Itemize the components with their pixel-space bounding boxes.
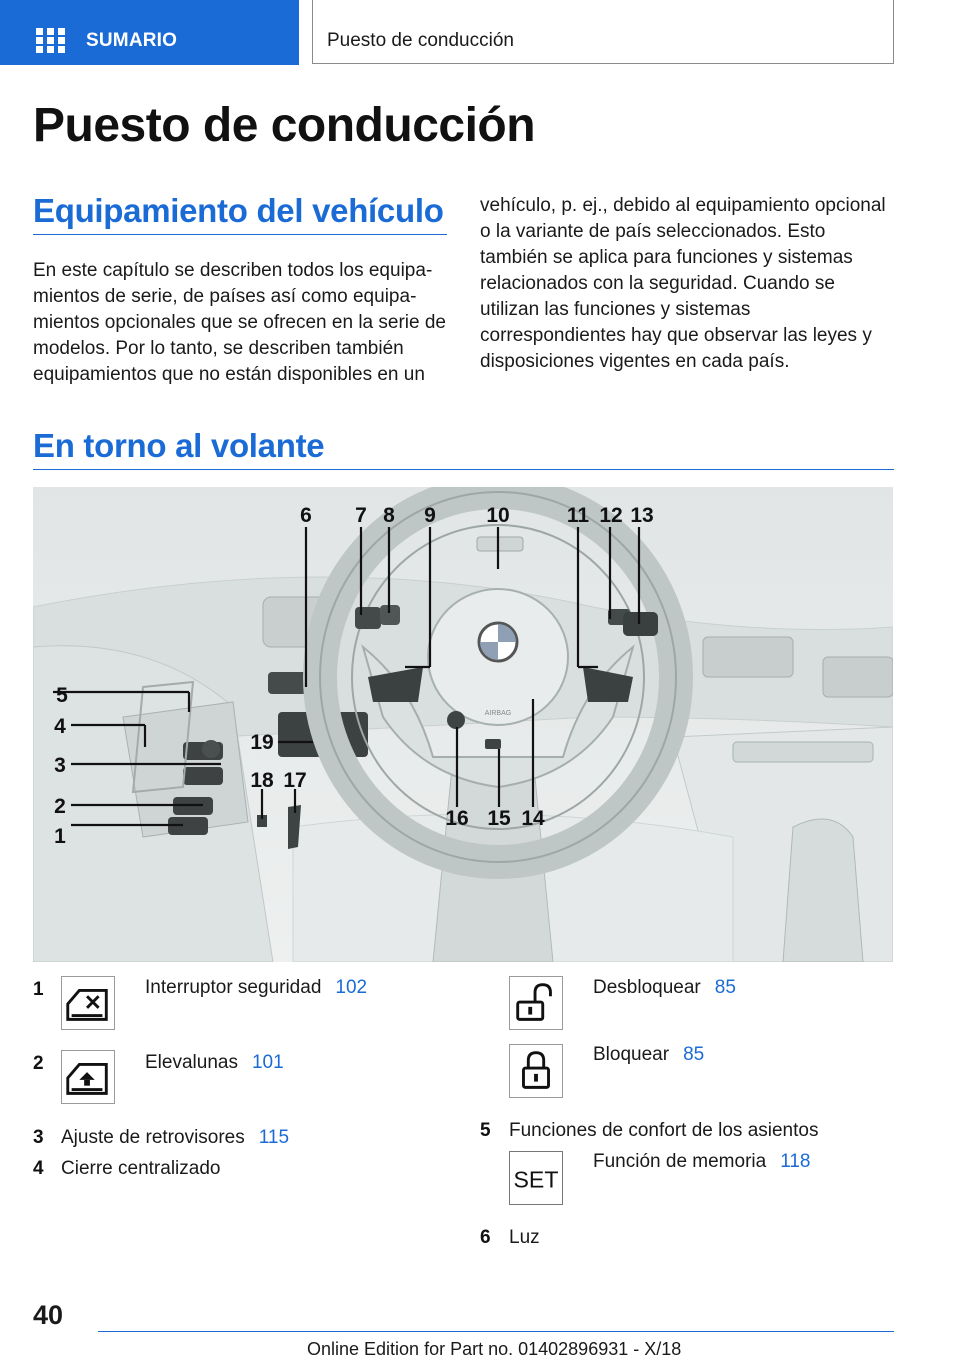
paragraph-left: En este capítulo se describen todos los equipamientos de serie, de países así como equipamientos opcionales que se ofrecen en la serie de modelos. Por lo tanto, se describen también equipamientos que no están disponibles en un	[33, 260, 446, 385]
legend-label: Función de memoria	[593, 1151, 767, 1172]
callout-11: 11	[566, 504, 590, 527]
window-lift-icon	[61, 1050, 115, 1104]
legend-item-3	[61, 1127, 289, 1149]
legend-label: Interruptor seguridad	[145, 977, 322, 998]
callout-3: 3	[54, 754, 66, 777]
page-ref-link[interactable]: 102	[335, 977, 368, 998]
footer-edition: Online Edition for Part no. 01402896931 - X/18	[307, 1339, 682, 1359]
legend-item-memory	[593, 1151, 811, 1173]
callout-9: 9	[424, 504, 436, 527]
legend-item-5: Funciones de confort de los asientos	[509, 1120, 819, 1141]
callout-6: 6	[300, 504, 312, 527]
callout-8: 8	[383, 504, 395, 527]
callout-13: 13	[630, 504, 654, 527]
page-ref-link[interactable]: 101	[251, 1052, 284, 1073]
legend-item-lock	[593, 1044, 704, 1066]
page-number: 40	[33, 1300, 64, 1330]
callout-15: 15	[487, 807, 511, 830]
callout-10: 10	[486, 504, 510, 527]
lock-icon	[509, 1044, 563, 1098]
callout-7: 7	[355, 504, 367, 527]
legend-item-1	[145, 977, 367, 999]
heading-volante: En torno al volante	[33, 427, 325, 464]
callout-18: 18	[250, 769, 274, 792]
callout-2: 2	[54, 795, 66, 818]
legend-label: Bloquear	[593, 1044, 670, 1065]
legend-num: 4	[33, 1158, 44, 1179]
callout-14: 14	[521, 807, 545, 830]
set-button-text: SET	[513, 1166, 559, 1193]
legend-num: 1	[33, 979, 44, 1000]
legend-num: 2	[33, 1053, 44, 1074]
legend-num: 6	[480, 1227, 491, 1248]
heading-rule	[33, 234, 447, 235]
page-ref-link[interactable]: 85	[714, 977, 736, 998]
legend-item-4: Cierre centralizado	[61, 1158, 221, 1179]
sumario-label: SUMARIO	[86, 30, 178, 51]
legend-label: Desbloquear	[593, 977, 701, 998]
svg-text:AIRBAG: AIRBAG	[484, 710, 512, 717]
heading-equipamiento: Equipamiento del vehículo	[33, 192, 444, 229]
page-ref-link[interactable]: 118	[780, 1151, 811, 1172]
legend-item-unlock	[593, 977, 736, 999]
section-tab[interactable]	[312, 0, 894, 64]
cockpit-illustration	[33, 487, 893, 962]
callout-5: 5	[56, 684, 68, 707]
legend-label: Elevalunas	[145, 1052, 238, 1073]
page-title: Puesto de conducción	[33, 99, 536, 152]
legend-num: 5	[480, 1120, 491, 1141]
unlock-icon	[509, 976, 563, 1030]
callout-12: 12	[599, 504, 623, 527]
callout-19: 19	[250, 731, 274, 754]
legend-item-6: Luz	[509, 1227, 540, 1248]
callout-1: 1	[54, 825, 66, 848]
sumario-button[interactable]	[0, 0, 299, 65]
grid-menu-icon	[36, 28, 66, 52]
window-lock-icon	[61, 976, 115, 1030]
legend-item-2	[145, 1052, 284, 1074]
section-tab-label: Puesto de conducción	[327, 30, 514, 51]
legend-label: Ajuste de retrovisores	[61, 1127, 245, 1148]
page-ref-link[interactable]: 115	[258, 1127, 290, 1148]
steering-wheel-illustration	[33, 487, 893, 962]
callout-4: 4	[54, 715, 66, 738]
heading-rule	[33, 469, 894, 470]
set-button-icon	[509, 1151, 563, 1205]
footer-rule	[98, 1331, 894, 1332]
legend-num: 3	[33, 1127, 44, 1148]
page-ref-link[interactable]: 85	[683, 1044, 705, 1065]
callout-16: 16	[445, 807, 469, 830]
paragraph-right: vehículo, p. ej., debido al equipamiento opcional o la variante de país seleccionados. Esto también se aplica para funciones y sistemas relacionados con la seguridad. Cuando se utilizan las funciones y sistemas correspondientes hay que observar las leyes y disposiciones vigentes en cada país.	[480, 195, 886, 372]
callout-17: 17	[283, 769, 307, 792]
